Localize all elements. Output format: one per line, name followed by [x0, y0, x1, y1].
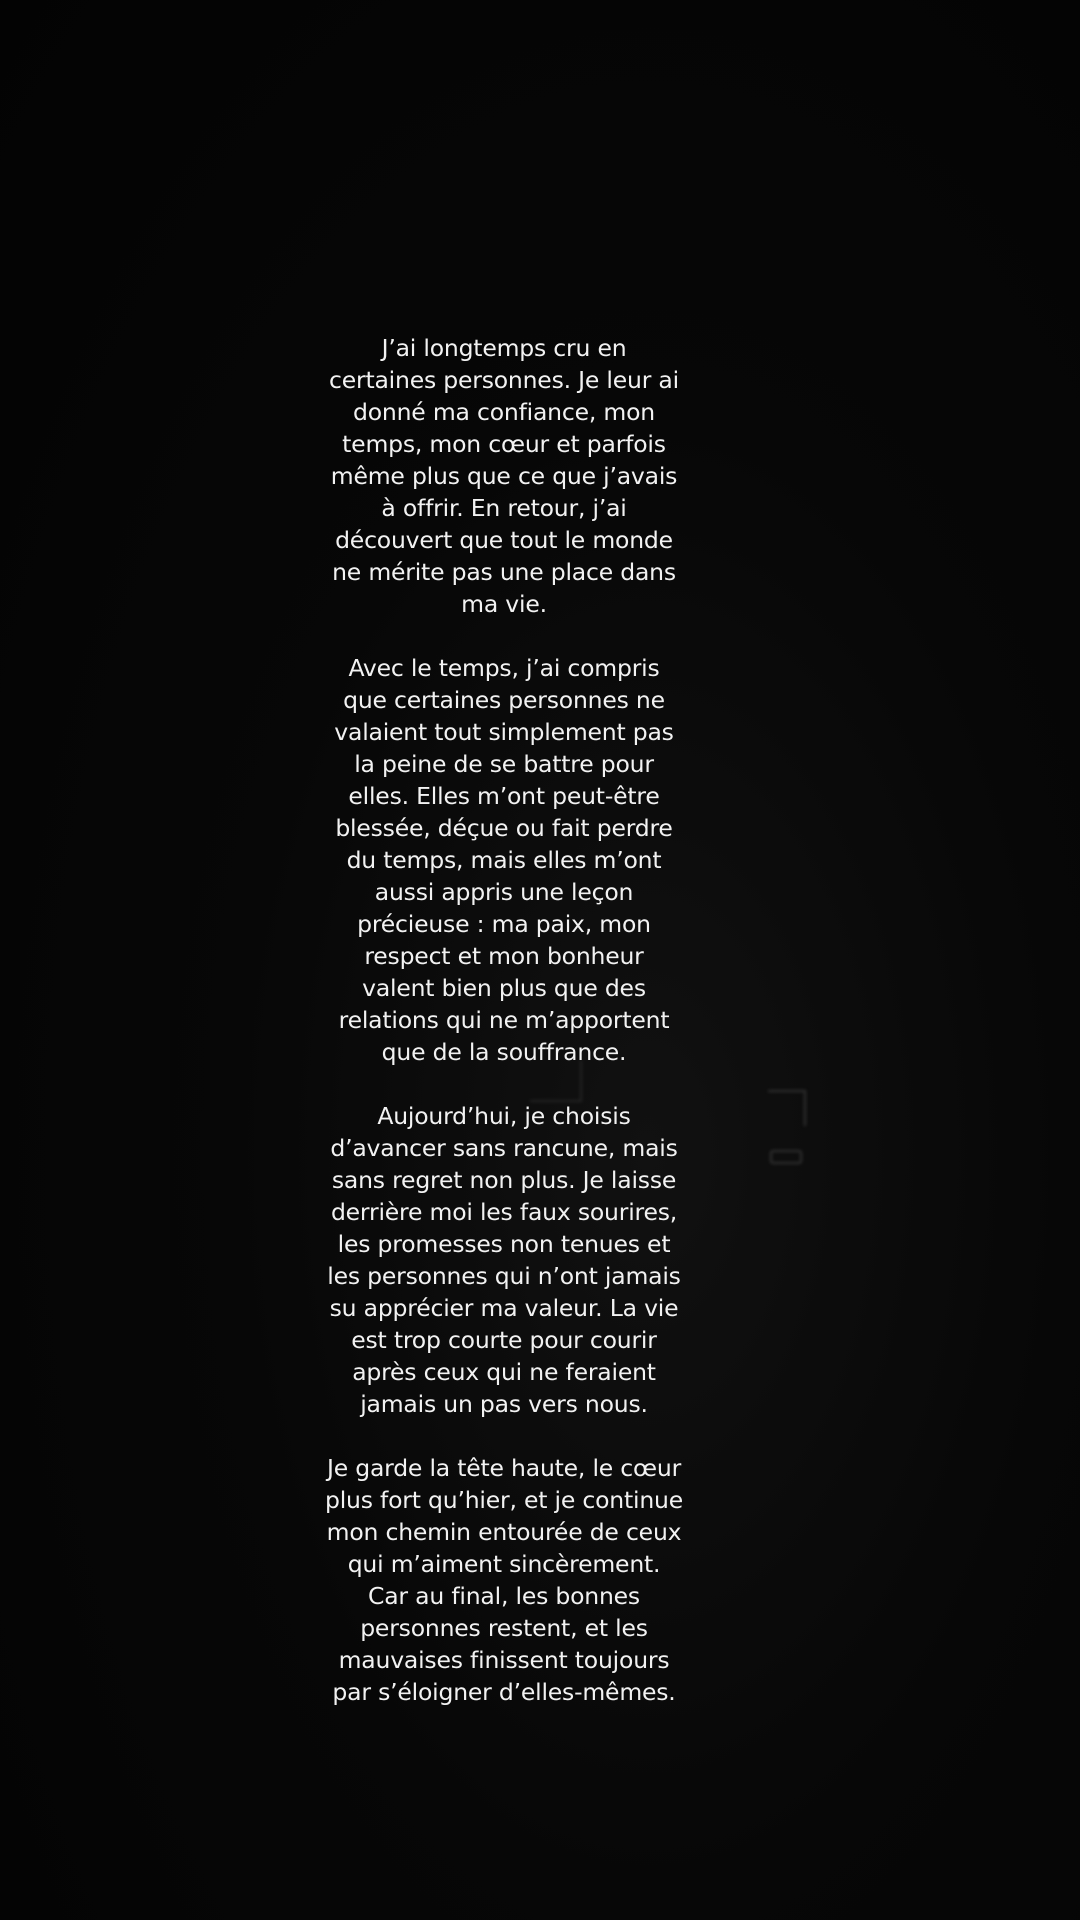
text-line: relations qui ne m’apportent: [338, 1006, 670, 1034]
text-line: Aujourd’hui, je choisis: [377, 1102, 631, 1130]
background-blur-mark: [770, 1150, 802, 1164]
text-line: valent bien plus que des: [362, 974, 646, 1002]
text-line: sans regret non plus. Je laisse: [331, 1166, 677, 1194]
text-line: jamais un pas vers nous.: [360, 1390, 648, 1418]
text-line: mauvaises finissent toujours: [338, 1646, 670, 1674]
text-line: les personnes qui n’ont jamais: [327, 1262, 681, 1290]
text-line: su apprécier ma valeur. La vie: [329, 1294, 679, 1322]
text-line: blessée, déçue ou fait perdre: [335, 814, 673, 842]
text-line: que certaines personnes ne: [343, 686, 665, 714]
text-line: la peine de se battre pour: [354, 750, 654, 778]
text-line: plus fort qu’hier, et je continue: [325, 1486, 683, 1514]
stanza-4: [314, 1452, 694, 1708]
text-line: d’avancer sans rancune, mais: [330, 1134, 678, 1162]
text-line: donné ma confiance, mon: [353, 398, 655, 426]
text-line: J’ai longtemps cru en: [381, 334, 627, 362]
stanza-2: [314, 652, 694, 1068]
text-line: précieuse : ma paix, mon: [357, 910, 651, 938]
text-line: du temps, mais elles m’ont: [346, 846, 662, 874]
text-line: après ceux qui ne feraient: [352, 1358, 656, 1386]
text-line: par s’éloigner d’elles-mêmes.: [332, 1678, 676, 1706]
stanza-3: [314, 1100, 694, 1420]
text-line: temps, mon cœur et parfois: [342, 430, 666, 458]
text-line: que de la souffrance.: [381, 1038, 627, 1066]
text-line: aussi appris une leçon: [374, 878, 634, 906]
text-line: respect et mon bonheur: [364, 942, 644, 970]
stanza-1: [314, 332, 694, 620]
text-line: ne mérite pas une place dans: [332, 558, 676, 586]
text-line: Je garde la tête haute, le cœur: [326, 1454, 682, 1482]
text-line: mon chemin entourée de ceux: [326, 1518, 682, 1546]
text-line: elles. Elles m’ont peut-être: [348, 782, 660, 810]
text-line: à offrir. En retour, j’ai: [381, 494, 627, 522]
text-line: même plus que ce que j’avais: [330, 462, 678, 490]
quote-text-block: [314, 332, 694, 1708]
text-line: qui m’aiment sincèrement.: [347, 1550, 661, 1578]
text-line: derrière moi les faux sourires,: [330, 1198, 678, 1226]
text-line: les promesses non tenues et: [337, 1230, 671, 1258]
text-line: certaines personnes. Je leur ai: [329, 366, 679, 394]
text-line: valaient tout simplement pas: [334, 718, 674, 746]
text-line: Car au final, les bonnes: [368, 1582, 640, 1610]
text-line: Avec le temps, j’ai compris: [348, 654, 660, 682]
text-line: personnes restent, et les: [360, 1614, 648, 1642]
text-line: découvert que tout le monde: [335, 526, 673, 554]
background-blur-mark: [768, 1090, 806, 1126]
text-line: est trop courte pour courir: [351, 1326, 657, 1354]
text-line: ma vie.: [461, 590, 547, 618]
